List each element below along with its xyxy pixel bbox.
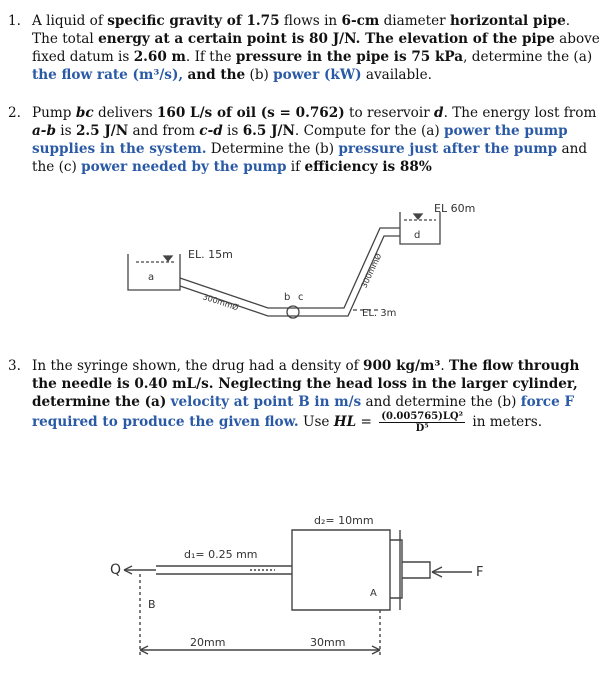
label-a: A bbox=[370, 588, 377, 599]
label-pipe-right: 300mmØ bbox=[359, 251, 384, 290]
label-q: Q bbox=[110, 562, 122, 578]
label-30mm: 30mm bbox=[310, 636, 346, 649]
label-b: b bbox=[284, 292, 291, 303]
pipe-right bbox=[306, 228, 400, 308]
label-el-pump: EL. 3m bbox=[362, 308, 397, 319]
label-20mm: 20mm bbox=[190, 636, 226, 649]
problem-3 bbox=[8, 357, 600, 434]
pump-system-figure bbox=[118, 182, 498, 342]
problem-number: 1. bbox=[8, 13, 21, 29]
problem-text: A liquid of specific gravity of 1.75 flows in 6-cm diameter horizontal pipe. The total energy at a certain point is 80 J/N. The elevation of the pipe above fixed datum is 2.60 m. If the pressure in the pipe is 75 kPa, determine the (a) the flow rate (m³/s), and the (b) power (kW) available. bbox=[32, 13, 600, 83]
label-b: B bbox=[148, 598, 156, 611]
label-d2: d₂= 10mm bbox=[314, 514, 374, 527]
label-c: c bbox=[298, 292, 304, 303]
label-d1: d₁= 0.25 mm bbox=[184, 548, 258, 561]
problem-number: 2. bbox=[8, 105, 21, 121]
headloss-fraction: $\frac{\text{(0.005765)LQ²}}{\text{D⁵}}$ bbox=[381, 411, 464, 434]
problem-text: Pump bc delivers 160 L/s of oil (s = 0.762) to reservoir d. The energy lost from a-b is 2.5 J/N and from c-d is 6.5 J/N. Compute for the (a) power the pump supplies in the system. Determine the (b) pressure just after the pump and the (c) power needed by the pump if efficiency is 88% bbox=[32, 105, 597, 175]
label-a: a bbox=[148, 272, 155, 283]
syringe-figure bbox=[100, 510, 520, 690]
label-pipe-left: 300mmØ bbox=[201, 292, 240, 313]
problem-1 bbox=[8, 12, 600, 84]
label-d: d bbox=[414, 230, 421, 241]
problem-2 bbox=[8, 104, 600, 176]
label-f: F bbox=[476, 565, 484, 580]
problem-text: In the syringe shown, the drug had a density of 900 kg/m³. The flow through the needle is 0.40 mL/s. Neglecting the head loss in the larger cylinder, determine the (a) velocity at point B in m/s and determine the (b) force F required to produce the given flow. Use HL = $\frac{\text{(0.005765)LQ²}}{\text{D⁵}}$ in meters. bbox=[32, 358, 580, 434]
label-el-left: EL. 15m bbox=[188, 248, 233, 261]
problem-number: 3. bbox=[8, 358, 21, 374]
label-el-right: EL 60m bbox=[434, 202, 476, 215]
